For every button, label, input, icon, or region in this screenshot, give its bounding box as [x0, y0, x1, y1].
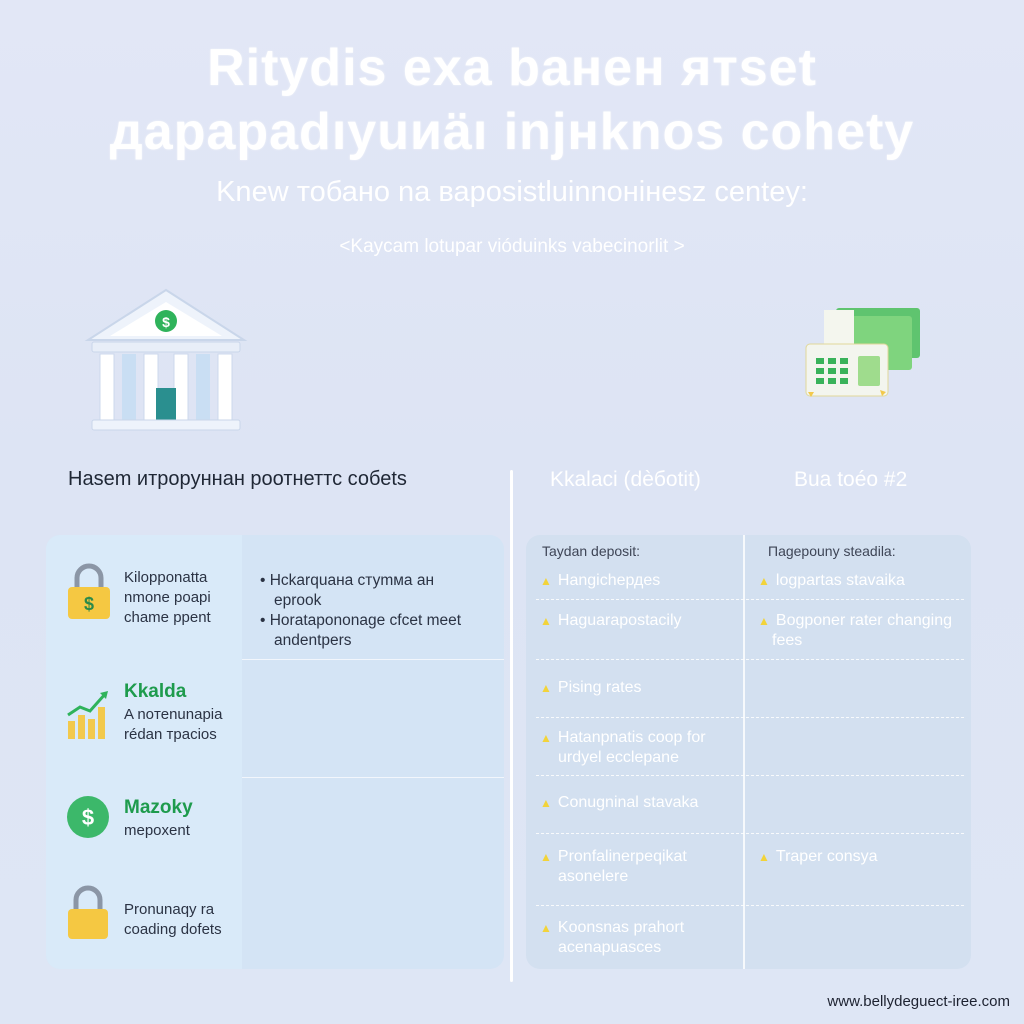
feature-text-line: Kilорроnаttа: [124, 569, 208, 586]
padlock-icon: [66, 885, 110, 941]
warning-triangle-icon: ▲: [540, 731, 552, 745]
right-column-header: Bua toéo #2: [794, 468, 908, 491]
feature-text-line: mepoxent: [124, 822, 190, 839]
footer-url[interactable]: www.bellydeguect-iree.com: [827, 993, 1010, 1010]
rate-item: ▲ logpartas stavaika: [758, 572, 905, 589]
rate-item: ▲ Traper consya: [758, 848, 878, 865]
features-panel: [46, 535, 504, 969]
feature-title: Mazoky: [124, 797, 193, 818]
warning-triangle-icon: ▲: [540, 796, 552, 810]
deposit-item: ▲ Pising rates: [540, 679, 642, 696]
page-title-line-1: Ritydis exa bанен ятsеt: [207, 39, 817, 97]
feature-text-line: A noтеnunapia: [124, 706, 223, 723]
padlock-dollar-icon: [66, 563, 112, 621]
feature-text-line: coading dofets: [124, 921, 222, 938]
warning-triangle-icon: ▲: [540, 850, 552, 864]
rate-item: ▲ Bogponer rater changing fees: [758, 612, 953, 649]
bullet-line: eprook: [274, 592, 322, 609]
page-title-line-2: дарapadıyuиäı injнknos cohety: [109, 103, 915, 161]
feature-text-line: rédan трасios: [124, 726, 217, 743]
warning-triangle-icon: ▲: [540, 921, 552, 935]
deposit-item: ▲ Pronfalinerpeqikat asonelere: [540, 848, 687, 885]
deposit-item: ▲ Hangichердеs: [540, 572, 661, 589]
dollar-coin-icon: [66, 795, 110, 839]
middle-column-header: Kkalaci (dèбоtit): [550, 468, 701, 491]
deposit-item: ▲ Hatanpnatis coop for urdyel ecclepane: [540, 729, 706, 766]
comparison-panel: [526, 535, 971, 969]
deposit-item: ▲ Koonsnas prahort acenapuasces: [540, 919, 685, 956]
feature-text-line: chame ppent: [124, 609, 211, 626]
page-subtitle: Knew тобано na вароsistluinnонінеsz centey:: [216, 176, 808, 208]
svg-text:$: $: [83, 594, 95, 614]
tagline: <Kaycam lotupar vióduinks vabecinorlit >: [339, 236, 685, 257]
bullet-line: • Hckarquaна стуmма ан: [260, 572, 435, 589]
growth-chart-icon: [66, 689, 112, 741]
cash-calculator-icon: [800, 300, 926, 400]
svg-text:$: $: [81, 805, 95, 830]
panel-divider: [743, 535, 745, 969]
warning-triangle-icon: ▲: [540, 681, 552, 695]
warning-triangle-icon: ▲: [758, 574, 770, 588]
bullet-line: • Horatapononage cfcet meet: [260, 612, 462, 629]
left-column-header: Наsеm итpорyннан роотнеттс собеts: [68, 468, 407, 490]
warning-triangle-icon: ▲: [758, 614, 770, 628]
feature-title: Kkalda: [124, 681, 187, 702]
column-divider: [510, 470, 513, 982]
rate-column-head: Пagepouny steadila:: [768, 543, 896, 559]
warning-triangle-icon: ▲: [540, 614, 552, 628]
deposit-item: ▲ Haguarapostacily: [540, 612, 682, 629]
warning-triangle-icon: ▲: [540, 574, 552, 588]
warning-triangle-icon: ▲: [758, 850, 770, 864]
bank-building-icon: [78, 286, 254, 438]
bullet-line: andentpers: [274, 632, 352, 649]
deposit-column-head: Taydan deposit:: [542, 543, 641, 559]
deposit-item: ▲ Conugninal stavaka: [540, 794, 699, 811]
feature-text-line: Pronunaqy ra: [124, 901, 215, 918]
feature-text-line: nmone poapi: [124, 589, 211, 606]
svg-text:$: $: [162, 314, 170, 330]
